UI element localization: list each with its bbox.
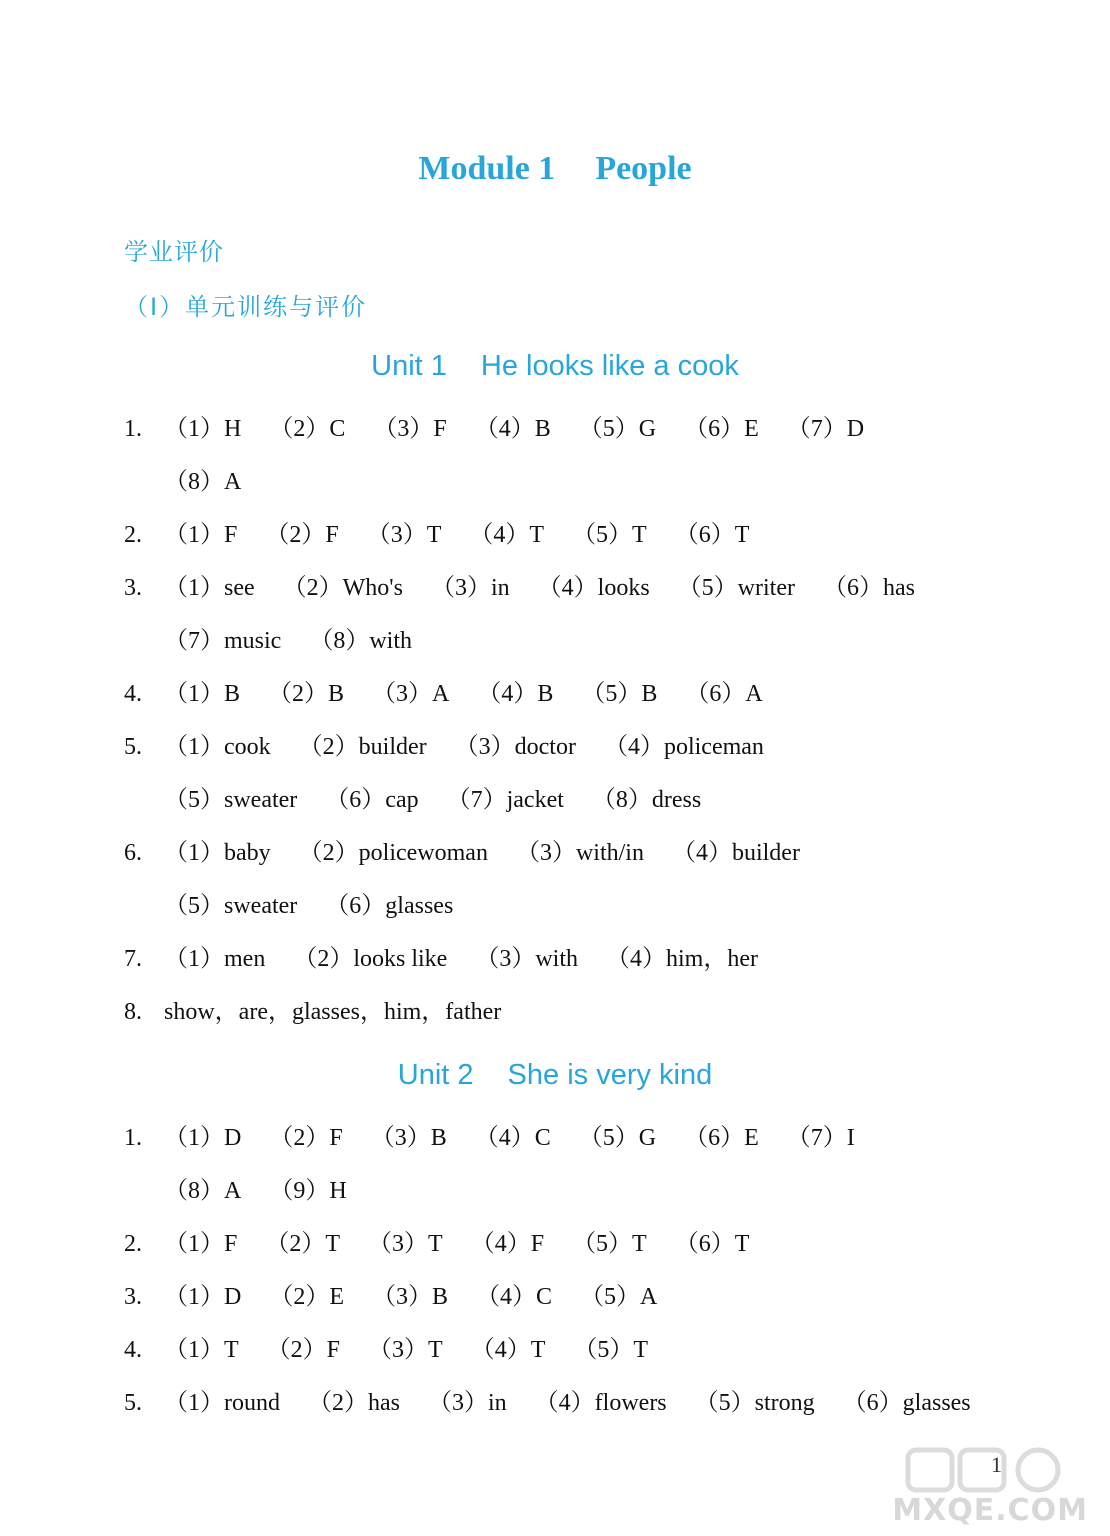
answer-item: （6）has [822,575,915,601]
answer-item: （1）T [164,1337,239,1363]
answer-item: （2）builder [298,734,427,760]
answer-item: （6）T [674,1231,750,1257]
answer-line [124,943,786,975]
answer-item: （5）sweater [164,893,298,919]
unit-1-number: Unit 1 [371,350,447,382]
answer-line [124,572,943,604]
answer-item: （3）T [368,1231,443,1257]
answer-item: （5）B [581,681,658,707]
answer-item: （6）E [684,1125,759,1151]
answer-item: （1）see [164,575,255,601]
answer-item: （5）T [572,1231,647,1257]
unit-2-number: Unit 2 [397,1059,474,1091]
question-number: 3. [124,575,142,601]
answer-item: （4）T [470,1337,546,1363]
answer-item: （3）in [428,1390,507,1416]
answer-item: （5）writer [677,575,795,601]
page-number: 1 [991,1452,1002,1477]
answer-item: （3）T [368,1337,443,1363]
answer-item: （2）has [308,1390,400,1416]
answer-item: （4）F [470,1231,545,1257]
answer-item: （2）policewoman [298,840,488,866]
answer-line [124,1334,676,1366]
question-number: 1. [124,1125,142,1151]
answer-item: （1）D [164,1125,242,1151]
answer-item: （4）C [476,1284,553,1310]
answer-item: （5）T [573,1337,649,1363]
answer-item: （7）D [786,416,865,442]
watermark-text: MXQE.COM [892,1493,1088,1528]
question-number: 5. [124,734,142,760]
answer-item: show，are，glasses，him，father [164,999,502,1025]
question-number: 3. [124,1284,142,1310]
unit-1-title: He looks like a cook [480,350,739,382]
answer-item: （6）E [684,416,759,442]
answer-item: （2）T [265,1231,341,1257]
module-number: Module 1 [418,150,556,187]
answer-item: （5）G [578,416,657,442]
answer-item: （4）T [469,522,545,548]
question-number: 2. [124,1231,142,1257]
answer-item: （3）B [370,1125,447,1151]
answer-line [124,1281,685,1313]
answer-line [124,1122,883,1154]
answer-line [124,519,777,551]
answer-item: （1）cook [164,734,271,760]
answer-item: （3）F [373,416,447,442]
answer-item: （4）policeman [603,734,764,760]
answer-item: （2）C [269,416,346,442]
answer-item: （4）looks [537,575,650,601]
question-number: 4. [124,681,142,707]
module-name: People [595,150,692,187]
unit-2-heading [0,1059,1110,1092]
answer-item: （2）F [269,1125,343,1151]
answer-item: （2）F [266,1337,341,1363]
answer-item: （7）jacket [446,787,564,813]
answer-item: （6）A [685,681,763,707]
answer-item: （6）glasses [325,893,454,919]
answer-item: （4）B [474,416,551,442]
answer-line [124,1387,999,1419]
question-number: 5. [124,1390,142,1416]
unit-2-title: She is very kind [507,1059,713,1091]
answer-item: （1）F [164,522,238,548]
answer-item: （8）dress [591,787,702,813]
answer-line [164,784,729,816]
answer-item: （8）with [309,628,412,654]
answer-item: （4）him，her [606,946,758,972]
answer-item: （2）F [265,522,339,548]
answer-item: （1）round [164,1390,280,1416]
answer-item: （5）G [578,1125,657,1151]
answer-item: （2）looks like [293,946,448,972]
answer-item: （3）A [372,681,450,707]
answer-line [124,996,529,1028]
answer-item: （2）E [269,1284,345,1310]
answer-item: （2）Who's [282,575,403,601]
answer-item: （6）cap [325,787,419,813]
answer-line [124,837,828,869]
answer-item: （5）strong [694,1390,815,1416]
module-title [0,150,1110,188]
answer-line [124,413,892,445]
answer-item: （3）with [475,946,578,972]
answer-item: （8）A [164,1178,242,1204]
answer-item: （5）T [572,522,647,548]
sub-heading: （Ⅰ）单元训练与评价 [124,293,368,321]
question-number: 6. [124,840,142,866]
question-number: 7. [124,946,142,972]
answer-item: （3）T [366,522,442,548]
section-heading: 学业评价 [124,238,224,266]
answer-item: （8）A [164,469,242,495]
answer-item: （7）I [786,1125,855,1151]
answer-item: （4）flowers [534,1390,667,1416]
answer-item: （1）D [164,1284,242,1310]
question-number: 8. [124,999,142,1025]
answer-line [124,678,791,710]
answer-item: （7）music [164,628,282,654]
answer-line [124,1228,777,1260]
unit-1-heading [0,350,1110,383]
answer-item: （1）baby [164,840,271,866]
answer-line [124,731,792,763]
answer-line [164,466,269,498]
answer-item: （3）doctor [454,734,576,760]
answer-item: （2）B [268,681,345,707]
answer-item: （5）A [580,1284,658,1310]
question-number: 1. [124,416,142,442]
answer-item: （5）sweater [164,787,298,813]
answer-item: （6）glasses [842,1390,971,1416]
answer-item: （1）F [164,1231,238,1257]
answer-item: （3）with/in [515,840,644,866]
answer-item: （4）C [474,1125,551,1151]
answer-item: （3）B [372,1284,449,1310]
question-number: 4. [124,1337,142,1363]
answer-item: （9）H [269,1178,347,1204]
answer-item: （3）in [430,575,510,601]
answer-line [164,625,440,657]
answer-item: （4）B [477,681,554,707]
answer-item: （1）B [164,681,241,707]
answer-item: （4）builder [671,840,800,866]
answer-item: （1）H [164,416,242,442]
question-number: 2. [124,522,142,548]
answer-item: （6）T [674,522,750,548]
answer-item: （1）men [164,946,266,972]
answer-line [164,1175,375,1207]
answer-line [164,890,481,922]
